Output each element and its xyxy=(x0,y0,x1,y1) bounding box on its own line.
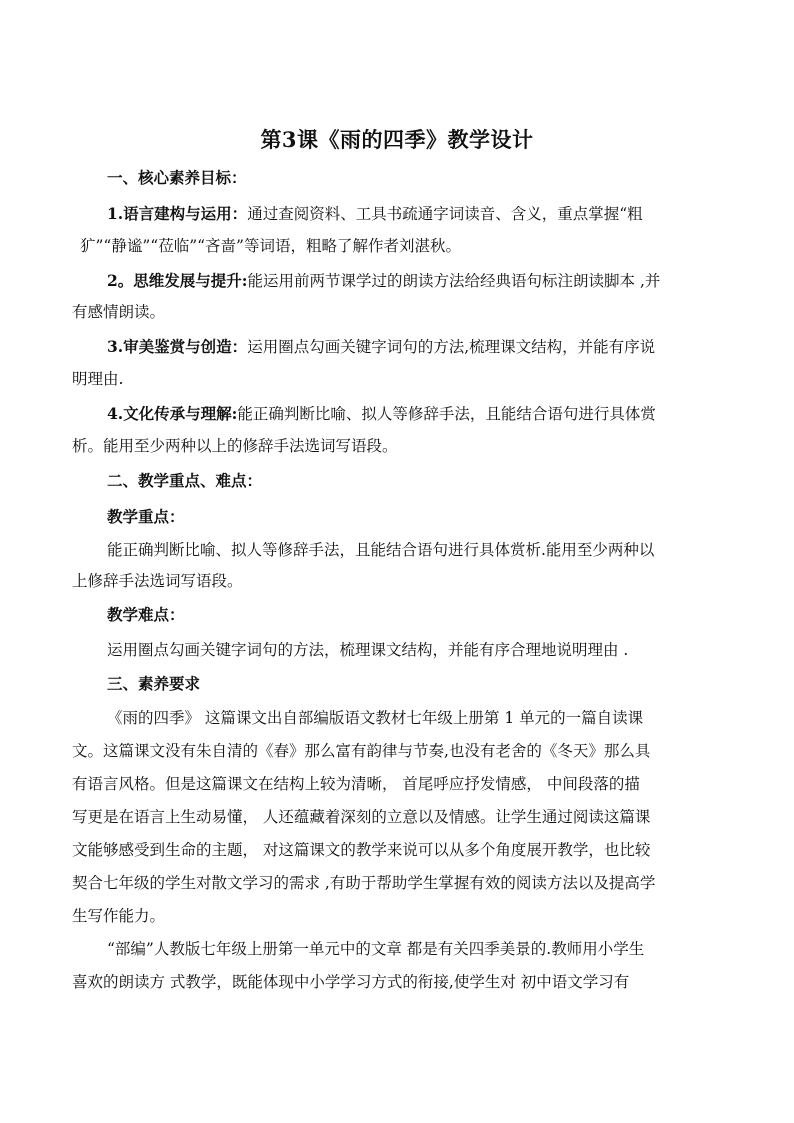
goal-2 xyxy=(107,271,660,291)
paragraph-1-line-6: 契合七年级的学生对散文学习的需求 ,有助于帮助学生掌握有效的阅读方法以及提高学 xyxy=(72,874,656,892)
goal-1-text: 通过查阅资料、工具书疏通字词读音、含义，重点掌握“粗 xyxy=(247,205,643,223)
key-points-text-continued: 上修辞手法选词写语段。 xyxy=(72,572,243,590)
goal-4 xyxy=(107,404,656,424)
page-title: 第3课《雨的四季》教学设计 xyxy=(260,127,534,152)
goal-2-text: 能运用前两节课学过的朗读方法给经典语句标注朗读脚本 ,并 xyxy=(247,272,661,290)
goal-4-text: 能正确判断比喻、拟人等修辞手法，且能结合语句进行具体赏 xyxy=(237,405,656,423)
goal-3 xyxy=(107,337,655,357)
paragraph-1-line-1: 《雨的四季》 这篇课文出自部编版语文教材七年级上册第 1 单元的一篇自读课 xyxy=(107,709,644,727)
goal-1-label: 1.语言建构与运用： xyxy=(107,204,248,223)
key-points-text: 能正确判断比喻、拟人等修辞手法，且能结合语句进行具体赏析.能用至少两种以 xyxy=(107,541,655,559)
goal-1 xyxy=(107,204,643,224)
goal-3-continued: 明理由. xyxy=(72,370,124,388)
paragraph-1-line-3: 有语言风格。但是这篇课文在结构上较为清晰， 首尾呼应抒发情感， 中间段落的描 xyxy=(72,775,640,793)
paragraph-1-line-5: 文能够感受到生命的主题， 对这篇课文的教学来说可以从多个角度展开教学，也比较 xyxy=(72,841,651,859)
section-heading-goals: 一、核心素养目标： xyxy=(107,168,247,187)
difficulty-text: 运用圈点勾画关键字词句的方法，梳理课文结构，并能有序合理地说明理由 . xyxy=(107,641,629,659)
paragraph-2-line-1: “部编”人教版七年级上册第一单元中的文章 都是有关四季美景的.教师用小学生 xyxy=(107,940,645,958)
goal-2-label: 2。思维发展与提升: xyxy=(107,271,248,290)
goal-4-label: 4.文化传承与理解: xyxy=(107,404,238,423)
goal-4-continued: 析。能用至少两种以上的修辞手法选词写语段。 xyxy=(72,437,398,455)
paragraph-2-line-2: 喜欢的朗读方 式教学，既能体现中小学学习方式的衔接,使学生对 初中语文学习有 xyxy=(72,973,630,991)
paragraph-1-line-2: 文。这篇课文没有朱自清的《春》那么富有韵律与节奏,也没有老舍的《冬天》那么具 xyxy=(72,742,651,760)
goal-3-text: 运用圈点勾画关键字词句的方法,梳理课文结构，并能有序说 xyxy=(247,338,656,356)
paragraph-1-line-4: 写更是在语言上生动易懂， 人还蕴藏着深刻的立意以及情感。让学生通过阅读这篇课 xyxy=(72,808,651,826)
difficulty-heading: 教学难点： xyxy=(107,605,185,624)
section-heading-key-points: 二、教学重点、难点： xyxy=(107,471,263,490)
goal-1-continued: 犷”“静谧”“莅临”“吝啬”等词语，粗略了解作者刘湛秋。 xyxy=(80,237,461,255)
goal-2-continued: 有感情朗读。 xyxy=(72,303,166,321)
paragraph-1-line-7: 生写作能力。 xyxy=(72,907,166,925)
goal-3-label: 3.审美鉴赏与创造： xyxy=(107,337,248,356)
key-points-heading: 教学重点： xyxy=(107,507,185,526)
section-heading-requirements: 三、素养要求 xyxy=(107,674,201,693)
